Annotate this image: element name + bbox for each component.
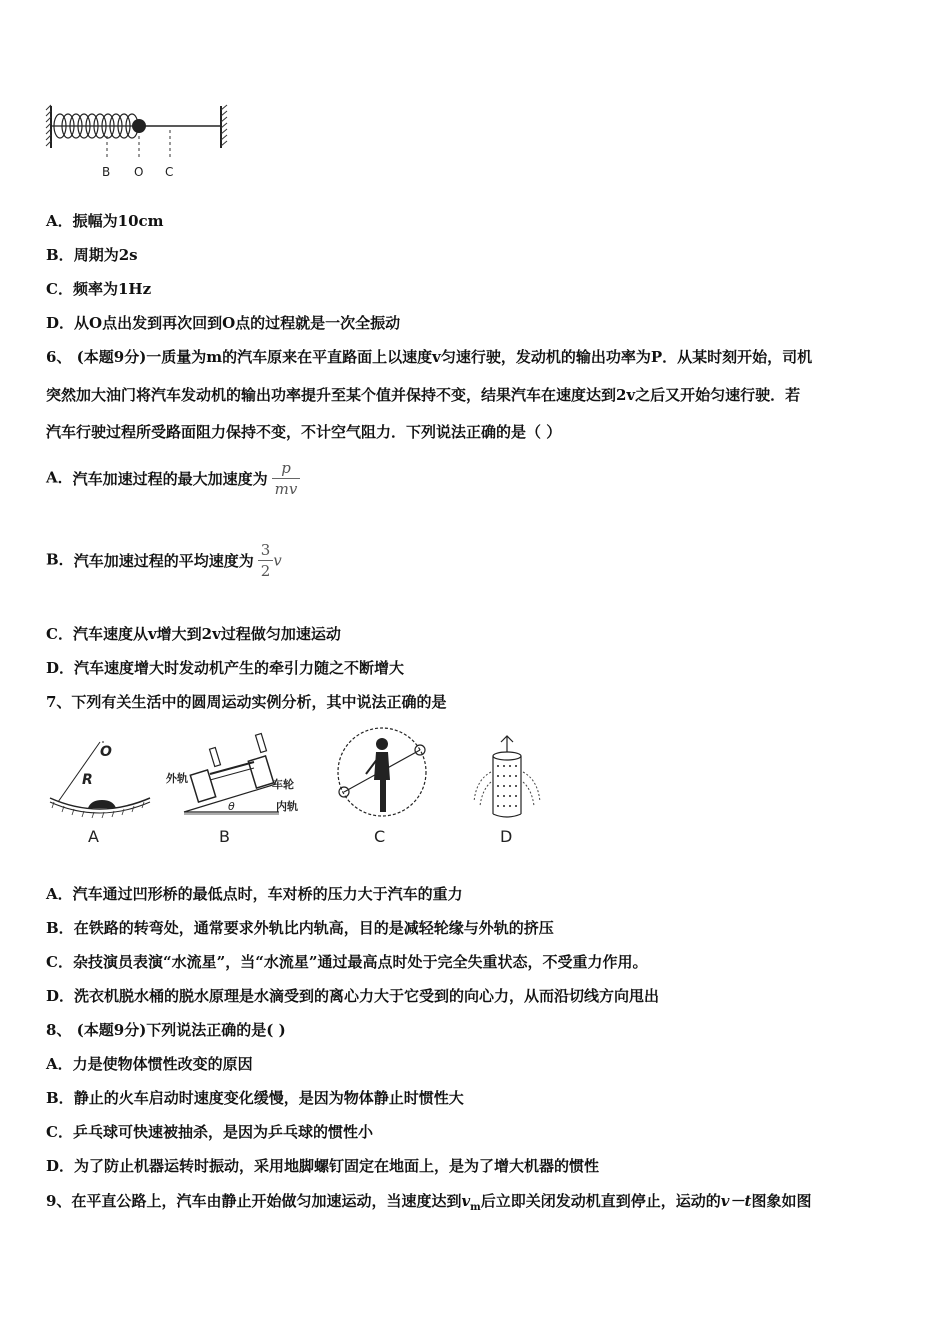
q6-stem-line-2: 突然加大油门将汽车发动机的输出功率提升至某个值并保持不变，结果汽车在速度达到2v之后又开始匀速行驶．若 bbox=[46, 386, 801, 404]
label-b-theta: θ bbox=[228, 800, 235, 813]
q5-option-c: C．频率为1Hz bbox=[46, 280, 152, 298]
q5-option-d: D．从O点出发到再次回到O点的过程就是一次全振动 bbox=[46, 314, 401, 332]
fraction-p-over-mv: $\frac{p}{mv}$ bbox=[272, 458, 301, 499]
q5-option-b: B．周期为2s bbox=[46, 246, 138, 264]
q9-stem: 9、在平直公路上，汽车由静止开始做匀加速运动，当速度达到$v_m$后立即关闭发动机直到停止，运动的v－t图象如图 bbox=[46, 1192, 812, 1213]
q8-option-d: D．为了防止机器运转时振动，采用地脚螺钉固定在地面上，是为了增大机器的惯性 bbox=[46, 1157, 600, 1175]
caption-d: D bbox=[500, 827, 513, 846]
q8-option-c: C．乒乓球可快速被抽杀，是因为乒乓球的惯性小 bbox=[46, 1123, 373, 1141]
q6-stem-line-1: 6、 (本题9分)一质量为m的汽车原来在平直路面上以速度v匀速行驶，发动机的输出功率为P．从某时刻开始，司机 bbox=[46, 348, 813, 366]
fraction-3-over-2: $\frac{3}{2}$ bbox=[258, 540, 274, 581]
q6-option-d: D．汽车速度增大时发动机产生的牵引力随之不断增大 bbox=[46, 659, 405, 677]
figure-a-concave-bridge bbox=[50, 742, 150, 846]
caption-c: C bbox=[374, 827, 386, 846]
label-b-outer-rail: 外轨 bbox=[166, 772, 188, 785]
q7-option-b: B．在铁路的转弯处，通常要求外轨比内轨高，目的是减轻轮缘与外轨的挤压 bbox=[46, 919, 554, 937]
q7-stem: 7、下列有关生活中的圆周运动实例分析，其中说法正确的是 bbox=[46, 693, 447, 711]
caption-a: A bbox=[88, 827, 99, 846]
q6-option-a: A．汽车加速过程的最大加速度为 $\frac{p}{mv}$ bbox=[46, 458, 300, 499]
label-b-wheel: 车轮 bbox=[272, 778, 294, 791]
label-C: C bbox=[165, 165, 174, 179]
label-O: O bbox=[134, 165, 144, 179]
label-a-O: O bbox=[100, 744, 112, 760]
q6-option-b: B．汽车加速过程的平均速度为 $\frac{3}{2}$ v bbox=[46, 541, 282, 580]
q8-option-a: A．力是使物体惯性改变的原因 bbox=[46, 1055, 253, 1073]
figure-c-water-meteor bbox=[338, 728, 426, 846]
q7-option-a: A．汽车通过凹形桥的最低点时，车对桥的压力大于汽车的重力 bbox=[46, 885, 463, 903]
caption-b: B bbox=[219, 827, 230, 846]
q8-stem: 8、 (本题9分)下列说法正确的是( ) bbox=[46, 1021, 286, 1039]
label-a-R: R bbox=[82, 772, 93, 788]
q7-option-c: C．杂技演员表演“水流星”，当“水流星”通过最高点时处于完全失重状态，不受重力作用。 bbox=[46, 953, 648, 971]
spring-oscillator-figure bbox=[44, 100, 240, 182]
q6-option-c: C．汽车速度从v增大到2v过程做匀加速运动 bbox=[46, 625, 341, 643]
q5-option-a: A．振幅为10cm bbox=[46, 212, 164, 230]
q6-stem-line-3: 汽车行驶过程所受路面阻力保持不变，不计空气阻力．下列说法正确的是（ ） bbox=[46, 423, 562, 441]
figure-d-spin-dryer bbox=[474, 736, 540, 846]
label-B: B bbox=[102, 165, 111, 179]
q8-option-b: B．静止的火车启动时速度变化缓慢，是因为物体静止时惯性大 bbox=[46, 1089, 464, 1107]
figure-b-railway bbox=[166, 734, 298, 846]
circular-motion-figure bbox=[44, 722, 554, 852]
q7-option-d: D．洗衣机脱水桶的脱水原理是水滴受到的离心力大于它受到的向心力，从而沿切线方向甩出 bbox=[46, 987, 660, 1005]
label-b-inner-rail: 内轨 bbox=[276, 800, 298, 813]
